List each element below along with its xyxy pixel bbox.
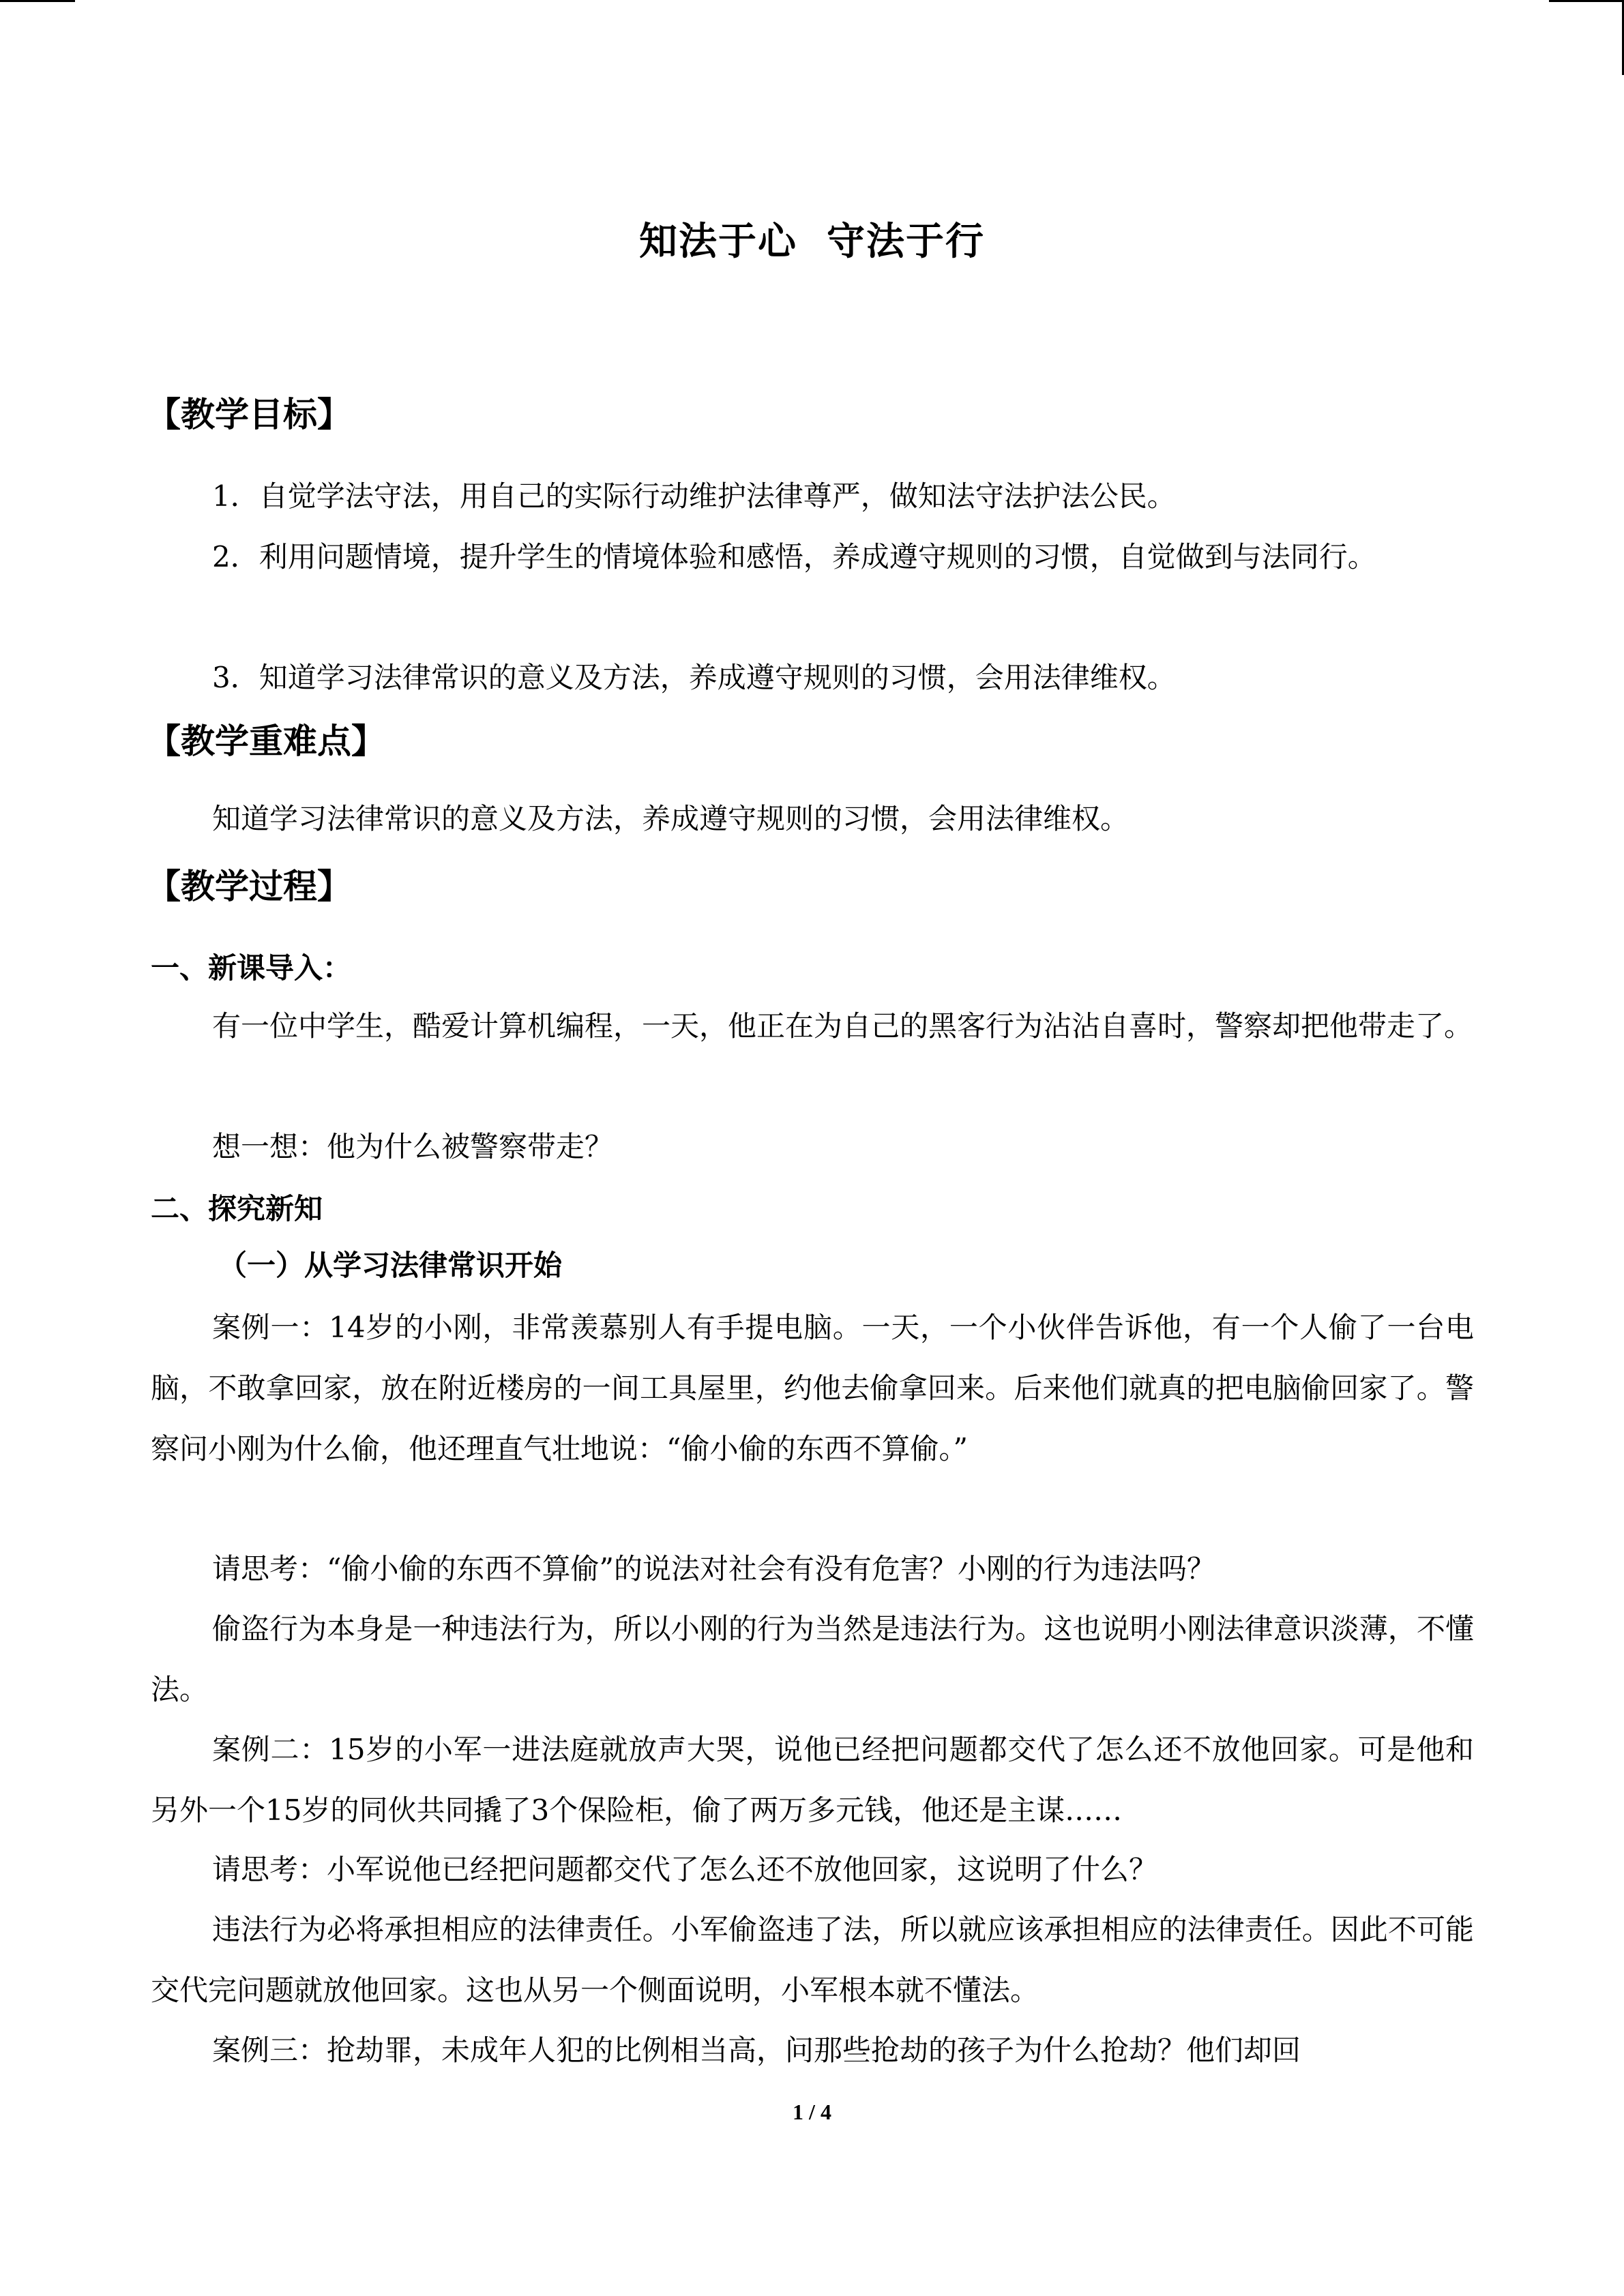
case-paragraph: 违法行为必将承担相应的法律责任。小军偷盗违了法，所以就应该承担相应的法律责任。因此不可能交代完问题就放他回家。这也从另一个侧面说明，小军根本就不懂法。: [151, 1913, 1474, 2007]
crop-mark: [1549, 0, 1624, 2]
case-paragraph: 案例一：14岁的小刚，非常羡慕别人有手提电脑。一天，一个小伙伴告诉他，有一个人偷了一台电脑，不敢拿回家，放在附近楼房的一间工具屋里，约他去偷拿回来。后来他们就真的把电脑偷回家了。警察问小刚为什么偷，他还理直气壮地说：“偷小偷的东西不算偷。”: [151, 1311, 1474, 1465]
key-points-heading: 【教学重难点】: [147, 721, 385, 761]
explore-heading: 二、探究新知: [151, 1192, 323, 1225]
case-paragraph: 请思考：小军说他已经把问题都交代了怎么还不放他回家，这说明了什么？: [212, 1853, 1158, 1886]
case-paragraph: 案例二：15岁的小军一进法庭就放声大哭，说他已经把问题都交代了怎么还不放他回家。可是他和另外一个15岁的同伙共同撬了3个保险柜，偷了两万多元钱，他还是主谋……: [151, 1733, 1474, 1827]
page-number: 1 / 4: [793, 2100, 831, 2124]
intro-heading: 一、新课导入：: [151, 951, 352, 985]
intro-paragraph: 有一位中学生，酷爱计算机编程，一天，他正在为自己的黑客行为沾沾自喜时，警察却把他带走了。: [212, 1009, 1473, 1043]
goals-heading: 【教学目标】: [147, 395, 351, 434]
goal-item: 2．利用问题情境，提升学生的情境体验和感悟，养成遵守规则的习惯，自觉做到与法同行。: [212, 540, 1376, 573]
case-paragraph: 案例三：抢劫罪，未成年人犯的比例相当高，问那些抢劫的孩子为什么抢劫？他们却回: [212, 2033, 1301, 2067]
goal-item: 1．自觉学法守法，用自己的实际行动维护法律尊严，做知法守法护法公民。: [212, 479, 1176, 513]
process-heading: 【教学过程】: [147, 867, 351, 906]
case-paragraph: 请思考：“偷小偷的东西不算偷”的说法对社会有没有危害？小刚的行为违法吗？: [212, 1552, 1215, 1585]
crop-mark: [0, 0, 75, 2]
case-paragraph: 偷盗行为本身是一种违法行为，所以小刚的行为当然是违法行为。这也说明小刚法律意识淡薄，不懂法。: [151, 1612, 1474, 1706]
key-points-text: 知道学习法律常识的意义及方法，养成遵守规则的习惯，会用法律维权。: [212, 802, 1130, 835]
explore-sub-heading: （一）从学习法律常识开始: [218, 1249, 563, 1282]
page-title: 知法于心 守法于行: [639, 220, 985, 264]
goal-item: 3．知道学习法律常识的意义及方法，养成遵守规则的习惯，会用法律维权。: [212, 661, 1176, 694]
intro-paragraph: 想一想：他为什么被警察带走？: [212, 1130, 614, 1163]
